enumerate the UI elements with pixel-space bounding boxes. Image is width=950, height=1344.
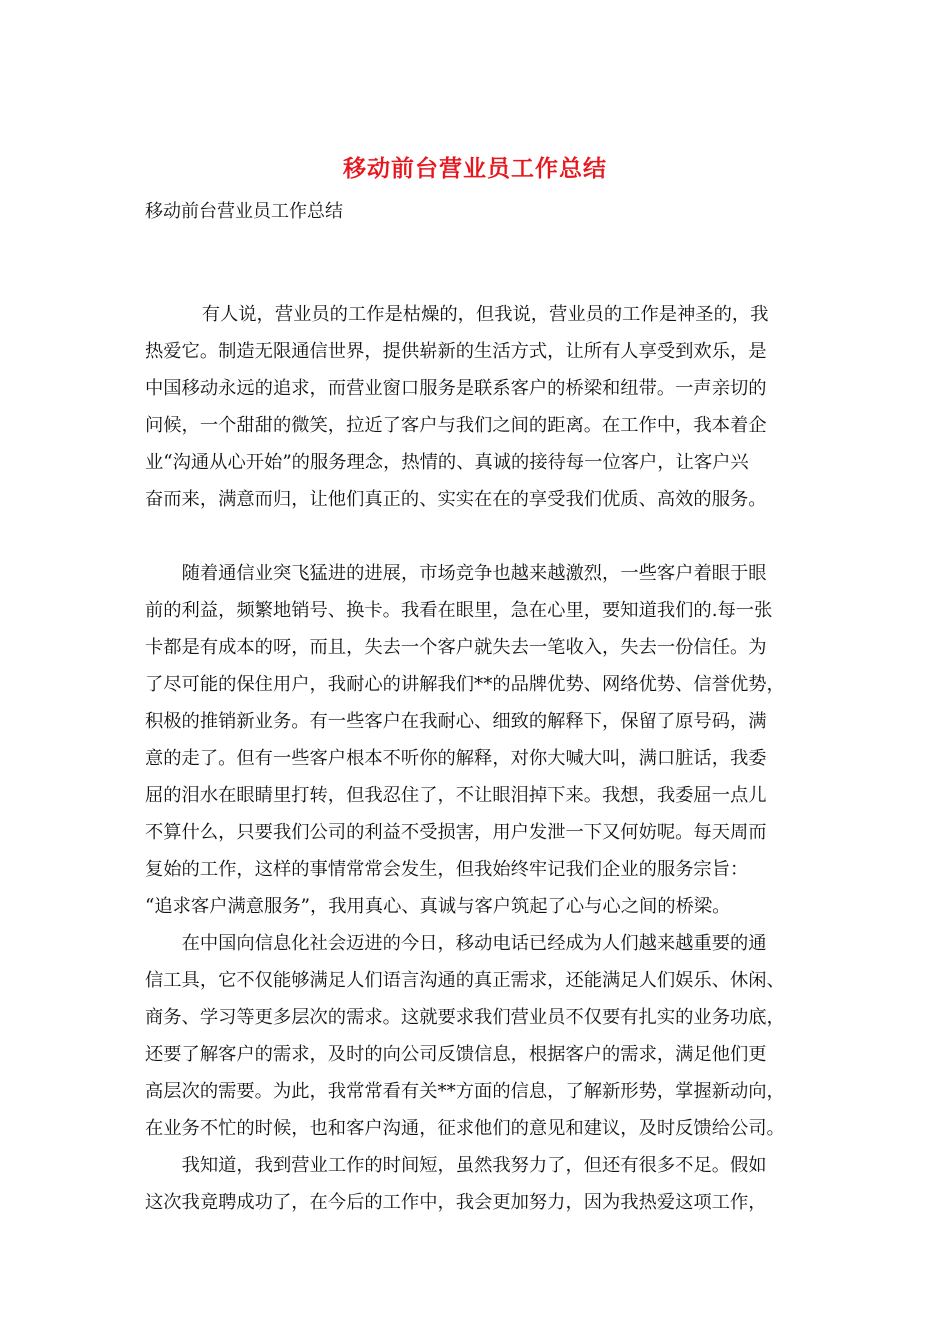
paragraph-line: 业“沟通从心开始”的服务理念，热情的、真诚的接待每一位客户，让客户兴: [145, 452, 749, 473]
paragraph-line: 中国移动永远的追求，而营业窗口服务是联系客户的桥梁和纽带。一声亲切的: [145, 378, 767, 399]
paragraph-line: 商务、学习等更多层次的需求。这就要求我们营业员不仅要有扎实的业务功底，: [145, 1007, 785, 1028]
paragraph-line: 意的走了。但有一些客户根本不听你的解释，对你大喊大叫，满口脏话，我委: [145, 748, 767, 769]
paragraph-line: 卡都是有成本的呀，而且，失去一个客户就失去一笔收入，失去一份信任。为: [145, 637, 767, 658]
paragraph-line: 高层次的需要。为此，我常常看有关**方面的信息，了解新形势，掌握新动向，: [145, 1081, 785, 1102]
paragraph-line: 了尽可能的保住用户，我耐心的讲解我们**的品牌优势、网络优势、信誉优势，: [145, 674, 785, 695]
paragraph-line: 积极的推销新业务。有一些客户在我耐心、细致的解释下，保留了原号码，满: [145, 711, 767, 732]
document-body: [145, 296, 805, 1221]
paragraph-2: [145, 555, 805, 925]
paragraph-line: 还要了解客户的需求，及时的向公司反馈信息，根据客户的需求，满足他们更: [145, 1044, 767, 1065]
paragraph-line: “追求客户满意服务”，我用真心、真诚与客户筑起了心与心之间的桥梁。: [145, 896, 731, 917]
paragraph-line: 这次我竟聘成功了，在今后的工作中，我会更加努力，因为我热爱这项工作，: [145, 1192, 767, 1213]
paragraph-line: 复始的工作，这样的事情常常会发生，但我始终牢记我们企业的服务宗旨：: [145, 859, 749, 880]
paragraph-line: 不算什么，只要我们公司的利益不受损害，用户发泄一下又何妨呢。每天周而: [145, 822, 767, 843]
paragraph-line: 在业务不忙的时候，也和客户沟通，征求他们的意见和建议，及时反馈给公司。: [145, 1118, 785, 1139]
paragraph-1: [145, 296, 805, 518]
paragraph-line: 信工具，它不仅能够满足人们语言沟通的真正需求，还能满足人们娱乐、休闲、: [145, 970, 785, 991]
paragraph-line: 屈的泪水在眼睛里打转，但我忍住了，不让眼泪掉下来。我想，我委屈一点儿: [145, 785, 767, 806]
document-title: 移动前台营业员工作总结: [343, 155, 607, 182]
paragraph-line: 随着通信业突飞猛进的进展，市场竞争也越来越激烈，一些客户着眼于眼: [181, 563, 767, 584]
paragraph-line: 在中国向信息化社会迈进的今日，移动电话已经成为人们越来越重要的通: [181, 933, 767, 954]
paragraph-4: [145, 1147, 805, 1221]
paragraph-line: 奋而来，满意而归，让他们真正的、实实在在的享受我们优质、高效的服务。: [145, 489, 767, 510]
document-subtitle: 移动前台营业员工作总结: [145, 201, 343, 222]
paragraph-line: 问候，一个甜甜的微笑，拉近了客户与我们之间的距离。在工作中，我本着企: [145, 415, 767, 436]
paragraph-line: 我知道，我到营业工作的时间短，虽然我努力了，但还有很多不足。假如: [181, 1155, 767, 1176]
paragraph-line: 热爱它。制造无限通信世界，提供崭新的生活方式，让所有人享受到欢乐，是: [145, 341, 767, 362]
paragraph-line: 前的利益，频繁地销号、换卡。我看在眼里，急在心里，要知道我们的.每一张: [145, 600, 773, 621]
paragraph-line: 有人说，营业员的工作是枯燥的，但我说，营业员的工作是神圣的，我: [201, 304, 769, 325]
paragraph-3: [145, 925, 805, 1147]
